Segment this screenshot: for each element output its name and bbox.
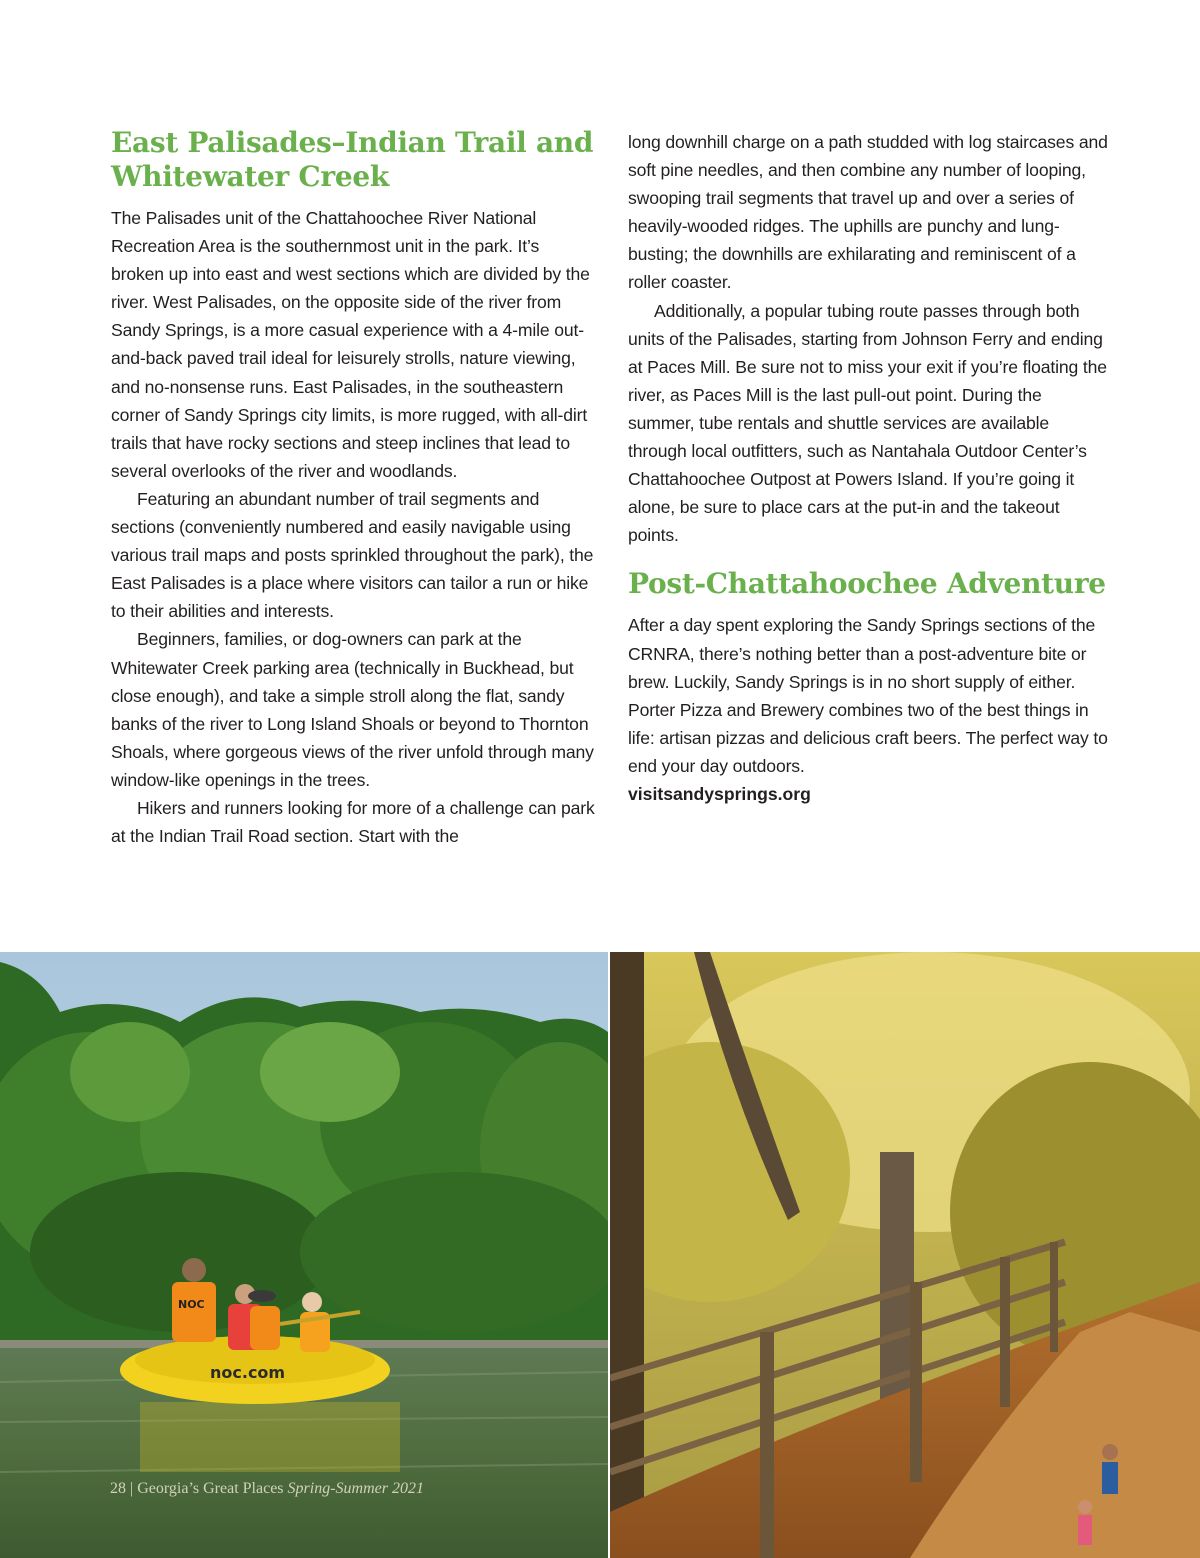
folio-separator: | (130, 1480, 134, 1497)
photo-forest-trail (610, 952, 1200, 1558)
paragraph: The Palisades unit of the Chattahoochee River National Recreation Area is the southernmost unit in the park. It’s broken up into east and west sections which are divided by the river. West Palisades, on the opposite side of the river from Sandy Springs, is a more casual experience with a 4-mile out-and-back paved trail ideal for leisurely strolls, nature viewing, and no-nonsense runs. East Palisades, in the southeastern corner of Sandy Springs city limits, is more rugged, with all-dirt trails that have rocky sections and steep inclines that lead to several overlooks of the river and woodlands. (111, 208, 590, 481)
right-column (628, 128, 1108, 808)
raft-label: noc.com (210, 1363, 286, 1382)
page-number: 28 (110, 1480, 126, 1497)
paragraph: Featuring an abundant number of trail segments and sections (conveniently numbered and easily navigable using various trail maps and posts sprinkled throughout the park), the East Palisades is a place where visitors can tailor a run or hike to their abilities and interests. (111, 488, 594, 622)
issue-date: Spring-Summer 2021 (287, 1480, 424, 1497)
section-heading-east-palisades: East Palisades–Indian Trail and Whitewater Creek (111, 126, 594, 193)
trail-illustration (610, 952, 1200, 1558)
paragraph: Hikers and runners looking for more of a challenge can park at the Indian Trail Road section. Start with the (111, 797, 595, 847)
paragraph: Additionally, a popular tubing route passes through both units of the Palisades, starting from Johnson Ferry and ending at Paces Mill. Be sure not to miss your exit if you’re floating the river, as Paces Mill is the last pull-out point. During the summer, tube rentals and shuttle services are available through local outfitters, such as Nantahala Outdoor Center’s Chattahoochee Outpost at Powers Island. If you’re going it alone, be sure to place cars at the put-in and the takeout points. (628, 300, 1107, 546)
page-folio (110, 1480, 424, 1498)
paragraph: After a day spent exploring the Sandy Springs sections of the CRNRA, there’s nothing better than a post-adventure bite or brew. Luckily, Sandy Springs is in no short supply of either. Porter Pizza and Brewery combines two of the best things in life: artisan pizzas and delicious craft beers. The perfect way to end your day outdoors. (628, 615, 1108, 776)
publication-name: Georgia’s Great Places (137, 1480, 284, 1497)
paragraph: Beginners, families, or dog-owners can park at the Whitewater Creek parking area (technically in Buckhead, but close enough), and take a simple stroll along the flat, sandy banks of the river to Long Island Shoals or beyond to Thornton Shoals, where gorgeous views of the river unfold through many window-like openings in the trees. (111, 629, 594, 790)
photo-river-rafting (0, 952, 608, 1558)
rafting-illustration (0, 952, 608, 1558)
website-link[interactable]: visitsandysprings.org (628, 783, 811, 804)
section-heading-post-chattahoochee: Post-Chattahoochee Adventure (628, 567, 1106, 601)
paragraph: long downhill charge on a path studded with log staircases and soft pine needles, and then combine any number of looping, swooping trail segments that travel up and over a series of heavily-wooded ridges. The uphills are punchy and lung-busting; the downhills are exhilarating and reminiscent of a roller coaster. (628, 132, 1108, 293)
vest-label: NOC (178, 1298, 205, 1311)
left-column (111, 126, 595, 850)
